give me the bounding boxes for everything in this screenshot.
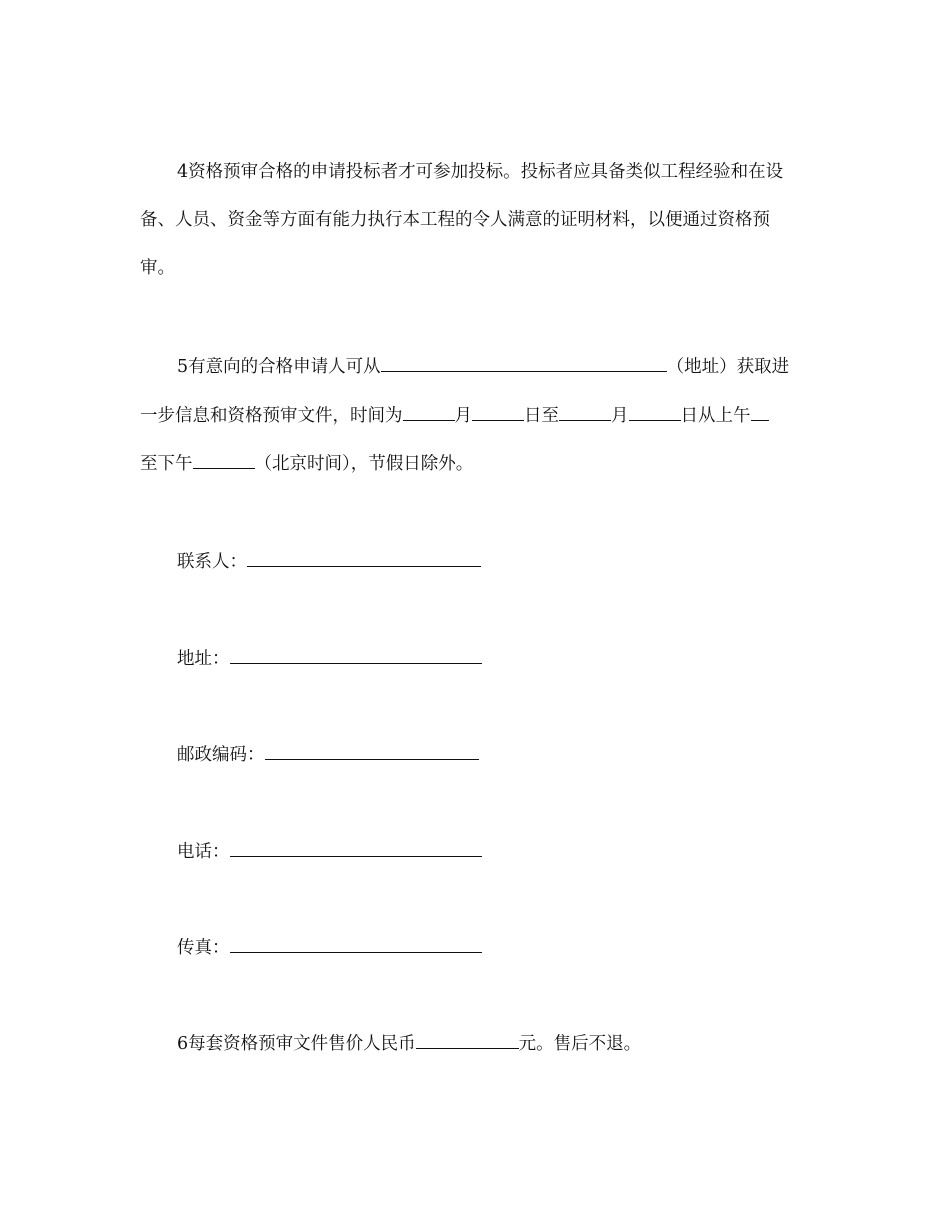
postcode-blank[interactable]: [265, 742, 479, 760]
section-4-line-1: 4资格预审合格的申请投标者才可参加投标。投标者应具备类似工程经验和在设: [177, 162, 784, 182]
phone-row: [177, 839, 482, 863]
address-suffix-text: （地址）获取进: [666, 357, 790, 377]
price-blank[interactable]: [416, 1031, 519, 1049]
time-intro-text: 一步信息和资格预审文件，时间为: [140, 406, 403, 426]
afternoon-time-blank[interactable]: [193, 451, 255, 469]
fax-row: [177, 935, 482, 959]
section-5-line-1: [177, 354, 789, 378]
morning-time-blank[interactable]: [751, 403, 769, 421]
phone-label: 电话：: [177, 842, 230, 862]
contact-person-blank[interactable]: [247, 549, 481, 567]
address-label: 地址：: [177, 649, 230, 669]
afternoon-text: 至下午: [140, 454, 193, 474]
section-5-intro-text: 5有意向的合格申请人可从: [177, 357, 381, 377]
month-text-2: 月: [611, 406, 629, 426]
section-6-line: [177, 1031, 641, 1055]
section-5-line-2: [140, 403, 769, 427]
end-day-blank[interactable]: [629, 403, 681, 421]
address-blank[interactable]: [381, 354, 667, 372]
month-text-1: 月: [454, 406, 472, 426]
postcode-row: [177, 742, 479, 766]
fax-label: 传真：: [177, 938, 230, 958]
postcode-label: 邮政编码：: [177, 745, 265, 765]
price-suffix-text: 元。售后不退。: [518, 1034, 642, 1054]
address-field-blank[interactable]: [230, 646, 482, 664]
section-4-line-2: 备、人员、资金等方面有能力执行本工程的令人满意的证明材料，以便通过资格预: [140, 210, 770, 230]
contact-person-row: [177, 549, 481, 573]
day-from-morning-text: 日从上午: [680, 406, 751, 426]
start-day-blank[interactable]: [472, 403, 524, 421]
section-4-line-3: 审。: [140, 258, 175, 278]
phone-blank[interactable]: [230, 839, 482, 857]
beijing-time-text: （北京时间），节假日除外。: [254, 454, 474, 474]
start-month-blank[interactable]: [403, 403, 455, 421]
price-intro-text: 6每套资格预审文件售价人民币: [177, 1034, 416, 1054]
fax-blank[interactable]: [230, 935, 482, 953]
address-row: [177, 646, 482, 670]
contact-person-label: 联系人：: [177, 552, 247, 572]
day-to-text: 日至: [524, 406, 559, 426]
section-5-line-3: [140, 451, 473, 475]
end-month-blank[interactable]: [559, 403, 611, 421]
